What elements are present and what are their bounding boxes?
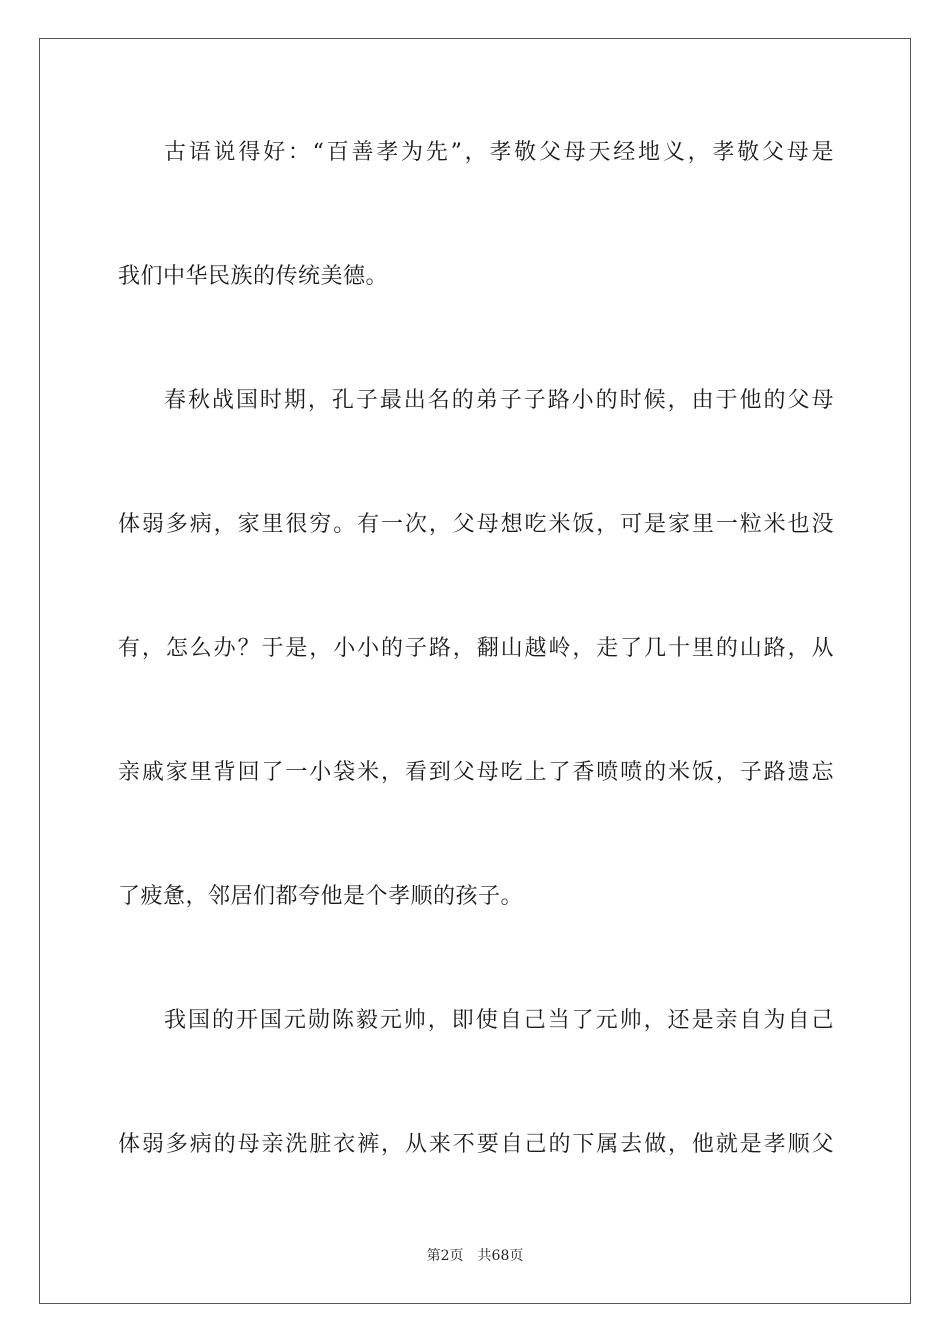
current-page-label: 第2页 [426, 1248, 464, 1264]
total-pages-label: 共68页 [477, 1248, 524, 1264]
paragraph-1-line-1: 古语说得好：“百善孝为先”，孝敬父母天经地义，孝敬父母是 [164, 140, 834, 165]
page-footer [0, 1247, 950, 1265]
paragraph-2-line-3: 有，怎么办？于是，小小的子路，翻山越岭，走了几十里的山路，从 [118, 636, 834, 661]
paragraph-2-line-1: 春秋战国时期，孔子最出名的弟子子路小的时候，由于他的父母 [164, 388, 834, 413]
paragraph-3-line-1: 我国的开国元勋陈毅元帅，即使自己当了元帅，还是亲自为自己 [164, 1008, 834, 1033]
paragraph-2-line-2: 体弱多病，家里很穷。有一次，父母想吃米饭，可是家里一粒米也没 [118, 512, 834, 537]
paragraph-3-line-2: 体弱多病的母亲洗脏衣裤，从来不要自己的下属去做，他就是孝顺父 [118, 1132, 834, 1157]
paragraph-2-line-5: 了疲惫，邻居们都夸他是个孝顺的孩子。 [118, 884, 524, 909]
paragraph-2-line-4: 亲戚家里背回了一小袋米，看到父母吃上了香喷喷的米饭，子路遗忘 [118, 760, 834, 785]
page-border [39, 38, 911, 1304]
paragraph-1-line-2: 我们中华民族的传统美德。 [118, 264, 389, 289]
